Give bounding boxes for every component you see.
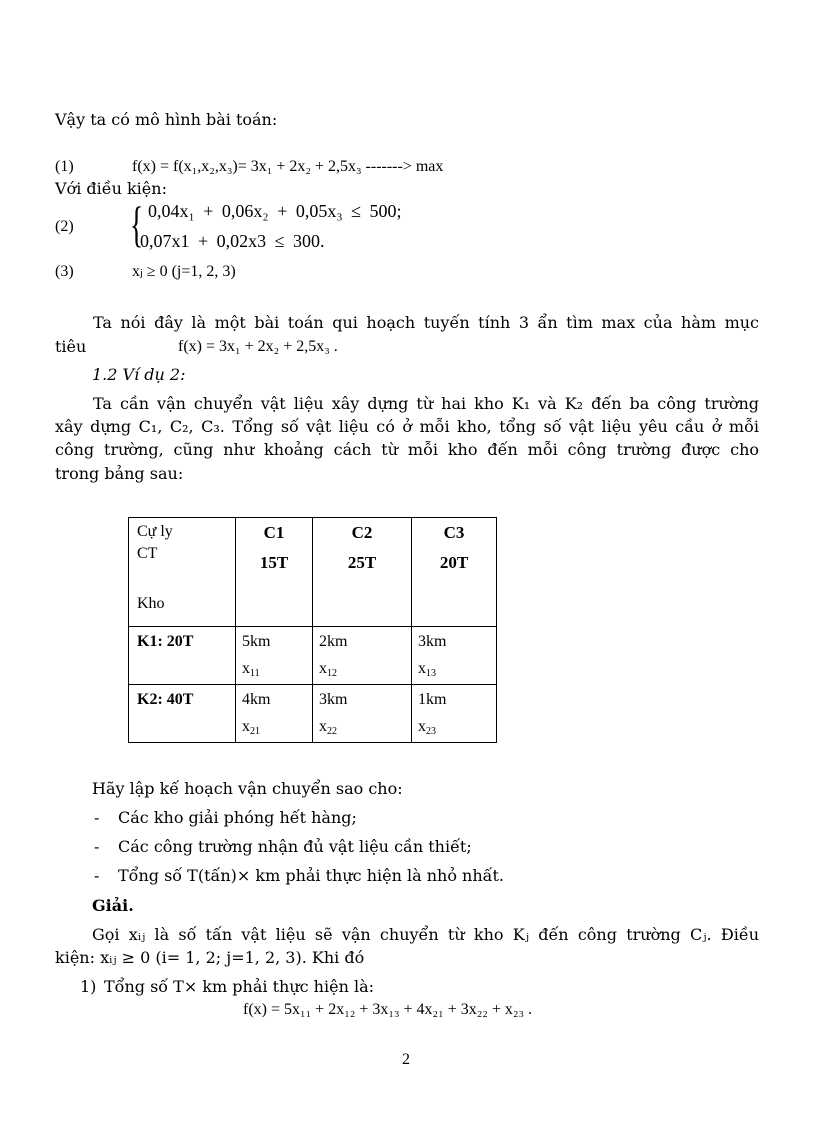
table-cell [236, 685, 313, 743]
table-row [129, 685, 497, 743]
section-heading: 1.2 Ví dụ 2: [92, 365, 186, 384]
header-c3-amount: 20T [439, 553, 469, 572]
cell-distance: 2km [319, 633, 348, 650]
cell-variable: $x_{12}$ [319, 660, 337, 679]
eq2-line1: 0,04x₁ + 0,06x₂ + 0,05x₃ ≤ 500; [148, 201, 402, 221]
brace-symbol: { [130, 196, 144, 252]
table-header-c2 [313, 518, 412, 627]
page-number: 2 [402, 1051, 410, 1068]
table-header-c1 [236, 518, 313, 627]
table-cell [412, 685, 497, 743]
table-cell [236, 627, 313, 685]
bullet-mark: - [94, 866, 100, 885]
table-header-c3 [412, 518, 497, 627]
eq3-label: (3) [55, 263, 74, 280]
eq2-line2: 0,07x1 + 0,02x3 ≤ 300. [140, 231, 325, 251]
eq1-expression: f(x) = f(x₁,x₂,x₃)= 3x₁ + 2x₂ + 2,5x₃ -------> max [132, 158, 444, 175]
cell-variable: $x_{22}$ [319, 718, 337, 737]
table-cell [412, 627, 497, 685]
eq3-expression: xⱼ ≥ 0 (j=1, 2, 3) [132, 263, 236, 280]
bullet-item: Tổng số T(tấn)× km phải thực hiện là nhỏ nhất. [118, 866, 504, 885]
para3-line2: kiện: xᵢⱼ ≥ 0 (i= 1, 2; j=1, 2, 3). Khi đó [55, 948, 365, 967]
header-c2-name: C2 [351, 523, 373, 542]
para2-line1: Ta cần vận chuyển vật liệu xây dựng từ hai kho K₁ và K₂ đến ba công trường [93, 394, 759, 413]
corner-ct-label: CT [137, 545, 158, 562]
header-c1-amount: 15T [259, 553, 289, 572]
row-label-cell [129, 685, 236, 743]
table-corner-cell [129, 518, 236, 627]
bullet-mark: - [94, 837, 100, 856]
para1-line1: Ta nói đây là một bài toán qui hoạch tuyến tính 3 ẩn tìm max của hàm mục [93, 313, 759, 332]
table-cell [313, 627, 412, 685]
bullet-item: Các kho giải phóng hết hàng; [118, 808, 357, 827]
cell-distance: 4km [242, 691, 271, 708]
cell-distance: 1km [418, 691, 447, 708]
para1-formula: f(x) = 3x₁ + 2x₂ + 2,5x₃ . [178, 338, 338, 355]
corner-distance-label: Cự ly [137, 523, 173, 540]
corner-kho-label: Kho [137, 595, 165, 612]
item1-formula: f(x) = 5x₁₁ + 2x₁₂ + 3x₁₃ + 4x₂₁ + 3x₂₂ + x₂₃ . [243, 1001, 533, 1018]
solution-heading: Giải. [92, 896, 134, 915]
header-c2-amount: 25T [347, 553, 377, 572]
row-k2-label: K2: 40T [137, 691, 194, 708]
para3-line1: Gọi xᵢⱼ là số tấn vật liệu sẽ vận chuyển từ kho Kⱼ đến công trường Cⱼ. Điều [92, 925, 759, 944]
cell-distance: 5km [242, 633, 271, 650]
para2-line2: xây dựng C₁, C₂, C₃. Tổng số vật liệu có ở mỗi kho, tổng số vật liệu yêu cầu ở mỗi [55, 417, 759, 436]
cell-distance: 3km [418, 633, 447, 650]
row-label-cell [129, 627, 236, 685]
cell-variable: $x_{11}$ [242, 660, 260, 679]
cell-distance: 3km [319, 691, 348, 708]
header-c3-name: C3 [443, 523, 465, 542]
bullet-mark: - [94, 808, 100, 827]
bullet-item: Các công trường nhận đủ vật liệu cần thiết; [118, 837, 472, 856]
para2-line3: công trường, cũng như khoảng cách từ mỗi kho đến mỗi công trường được cho [55, 440, 759, 459]
table-header-row [129, 518, 497, 627]
cell-variable: $x_{23}$ [418, 718, 436, 737]
condition-label: Với điều kiện: [55, 179, 167, 198]
distance-table [128, 517, 497, 743]
cell-variable: $x_{21}$ [242, 718, 260, 737]
cell-variable: $x_{13}$ [418, 660, 436, 679]
item1-text: Tổng số T× km phải thực hiện là: [104, 977, 374, 996]
plan-intro: Hãy lập kế hoạch vận chuyển sao cho: [92, 779, 403, 798]
para1-word: tiêu [55, 337, 87, 356]
eq1-label: (1) [55, 158, 74, 175]
table-cell [313, 685, 412, 743]
intro-text: Vậy ta có mô hình bài toán: [55, 110, 278, 129]
table-row [129, 627, 497, 685]
header-c1-name: C1 [263, 523, 285, 542]
item1-number: 1) [80, 977, 97, 996]
eq2-label: (2) [55, 218, 74, 235]
para2-line4: trong bảng sau: [55, 464, 184, 483]
row-k1-label: K1: 20T [137, 633, 194, 650]
